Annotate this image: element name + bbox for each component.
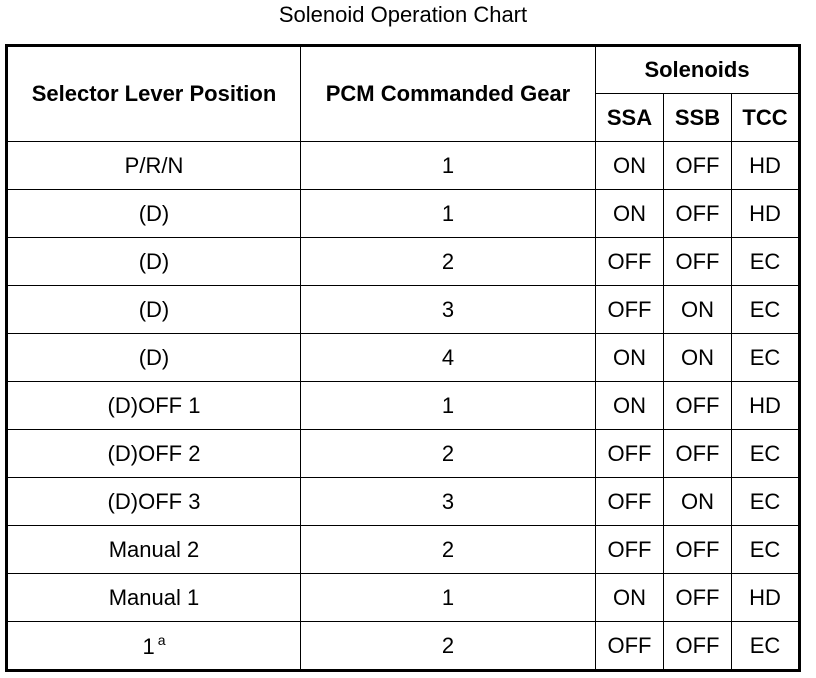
- cell-ssb: OFF: [664, 382, 732, 430]
- cell-selector-position: [7, 190, 301, 238]
- cell-tcc: HD: [732, 190, 800, 238]
- selector-position-text: (D): [138, 344, 170, 370]
- cell-ssa: OFF: [596, 238, 664, 286]
- header-tcc: TCC: [732, 94, 800, 142]
- cell-ssb: OFF: [664, 622, 732, 671]
- cell-selector-position: [7, 334, 301, 382]
- table-row: [7, 334, 800, 382]
- cell-pcm-gear: 1: [301, 190, 596, 238]
- cell-tcc: EC: [732, 622, 800, 671]
- table-row: [7, 238, 800, 286]
- selector-position-text: (D)OFF 1: [107, 392, 201, 418]
- cell-selector-position: [7, 622, 301, 671]
- table-row: [7, 142, 800, 190]
- selector-position-text: 1: [142, 633, 155, 659]
- footnote-marker: a: [157, 631, 166, 648]
- cell-pcm-gear: 1: [301, 574, 596, 622]
- table-row: [7, 622, 800, 671]
- table-row: [7, 574, 800, 622]
- table-row: [7, 382, 800, 430]
- table-row: [7, 286, 800, 334]
- cell-ssa: ON: [596, 334, 664, 382]
- cell-ssb: ON: [664, 286, 732, 334]
- header-ssb: SSB: [664, 94, 732, 142]
- solenoid-table: [5, 44, 801, 672]
- header-solenoids: Solenoids: [596, 46, 800, 94]
- cell-ssa: OFF: [596, 622, 664, 671]
- cell-ssa: ON: [596, 190, 664, 238]
- cell-tcc: EC: [732, 526, 800, 574]
- cell-ssa: ON: [596, 382, 664, 430]
- cell-pcm-gear: 2: [301, 622, 596, 671]
- cell-ssa: OFF: [596, 286, 664, 334]
- cell-pcm-gear: 1: [301, 382, 596, 430]
- cell-selector-position: [7, 574, 301, 622]
- header-row: [7, 46, 800, 94]
- cell-ssa: ON: [596, 574, 664, 622]
- table-row: [7, 430, 800, 478]
- header-pcm-commanded-gear: PCM Commanded Gear: [301, 46, 596, 142]
- cell-ssa: OFF: [596, 430, 664, 478]
- cell-ssa: ON: [596, 142, 664, 190]
- table-row: [7, 526, 800, 574]
- selector-position-text: Manual 1: [108, 584, 200, 610]
- cell-ssb: OFF: [664, 238, 732, 286]
- cell-pcm-gear: 2: [301, 430, 596, 478]
- selector-position-text: (D)OFF 3: [107, 488, 201, 514]
- cell-selector-position: [7, 142, 301, 190]
- cell-ssb: ON: [664, 478, 732, 526]
- cell-pcm-gear: 2: [301, 526, 596, 574]
- cell-pcm-gear: 2: [301, 238, 596, 286]
- cell-pcm-gear: 1: [301, 142, 596, 190]
- cell-tcc: HD: [732, 574, 800, 622]
- cell-tcc: EC: [732, 430, 800, 478]
- cell-pcm-gear: 3: [301, 286, 596, 334]
- cell-ssb: OFF: [664, 526, 732, 574]
- cell-ssa: OFF: [596, 526, 664, 574]
- cell-ssb: OFF: [664, 574, 732, 622]
- cell-selector-position: [7, 526, 301, 574]
- selector-position-text: Manual 2: [108, 536, 200, 562]
- cell-pcm-gear: 3: [301, 478, 596, 526]
- cell-selector-position: [7, 382, 301, 430]
- cell-tcc: EC: [732, 478, 800, 526]
- cell-selector-position: [7, 286, 301, 334]
- header-selector-lever-position: Selector Lever Position: [7, 46, 301, 142]
- table-row: [7, 478, 800, 526]
- cell-selector-position: [7, 478, 301, 526]
- selector-position-text: (D): [138, 296, 170, 322]
- cell-pcm-gear: 4: [301, 334, 596, 382]
- selector-position-text: (D): [138, 248, 170, 274]
- cell-tcc: HD: [732, 142, 800, 190]
- header-ssa: SSA: [596, 94, 664, 142]
- cell-ssb: ON: [664, 334, 732, 382]
- cell-tcc: EC: [732, 334, 800, 382]
- table-row: [7, 190, 800, 238]
- selector-position-text: (D)OFF 2: [107, 440, 201, 466]
- chart-title: Solenoid Operation Chart: [278, 2, 528, 27]
- cell-ssa: OFF: [596, 478, 664, 526]
- selector-position-text: (D): [138, 200, 170, 226]
- cell-ssb: OFF: [664, 430, 732, 478]
- table-body: [7, 142, 800, 671]
- cell-ssb: OFF: [664, 142, 732, 190]
- selector-position-text: P/R/N: [124, 152, 184, 178]
- cell-selector-position: [7, 430, 301, 478]
- cell-tcc: EC: [732, 238, 800, 286]
- cell-selector-position: [7, 238, 301, 286]
- cell-tcc: HD: [732, 382, 800, 430]
- cell-tcc: EC: [732, 286, 800, 334]
- cell-ssb: OFF: [664, 190, 732, 238]
